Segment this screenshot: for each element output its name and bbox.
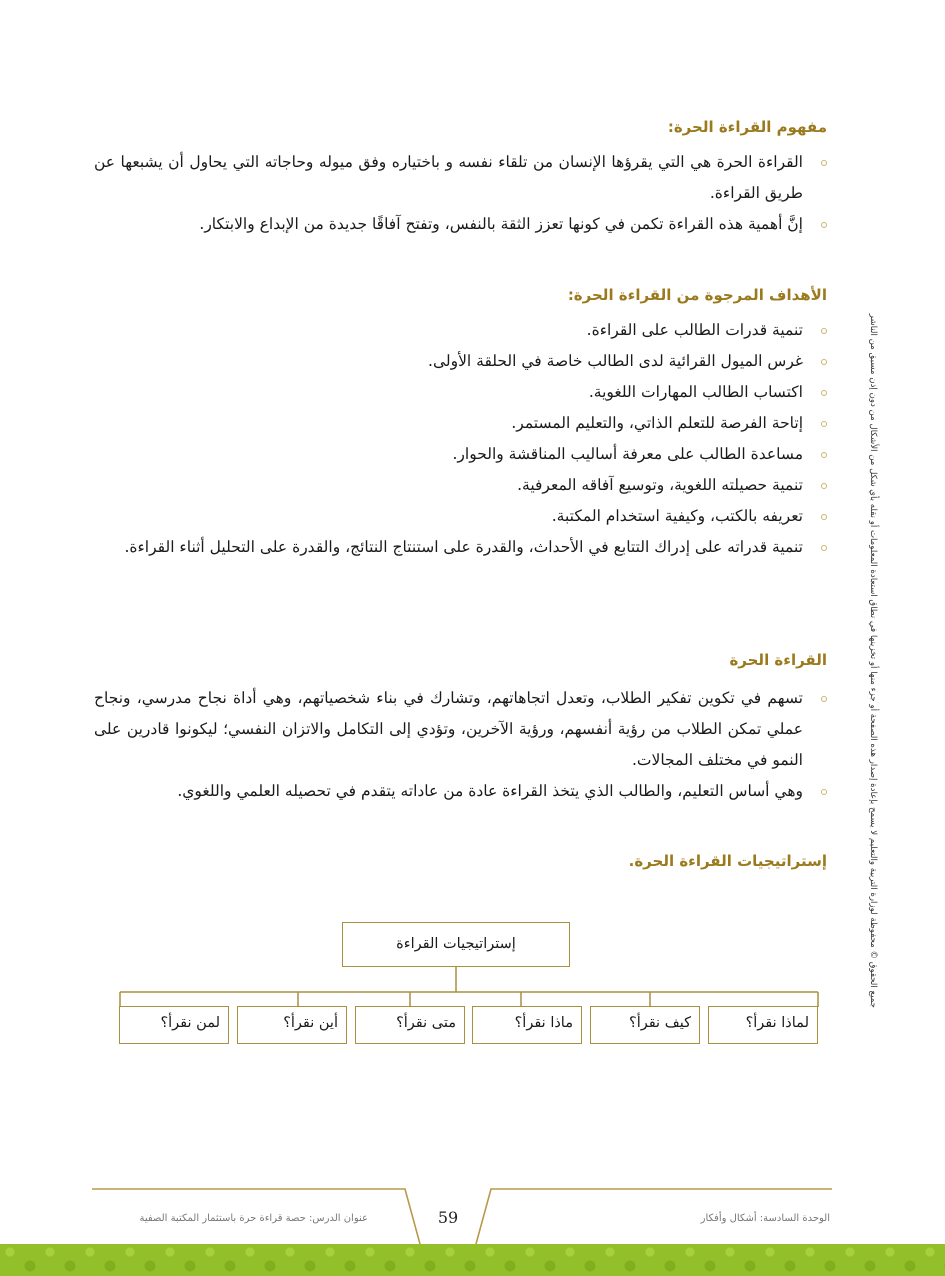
bullet-icon [821,328,827,334]
list-item-text: تنمية قدراته على إدراك التتابع في الأحداث، والقدرة على استنتاج النتائج، والقدرة على التحليل أثناء القراءة. [124,538,803,556]
section-title-concept: مفهوم القراءة الحرة: [667,118,827,136]
diagram-child-box: لماذا نقرأ؟ [708,1006,818,1044]
list-item [94,147,829,209]
list-item-text: اكتساب الطالب المهارات اللغوية. [588,383,803,401]
list-item-text: إنَّ أهمية هذه القراءة تكمن في كونها تعزز الثقة بالنفس، وتفتح آفاقًا جديدة من الإبداع والابتكار. [199,215,803,233]
list-item-text: تعريفه بالكتب، وكيفية استخدام المكتبة. [551,507,803,525]
list-item [94,532,829,563]
list-item [94,346,829,377]
list-item [94,470,829,501]
list-item [94,408,829,439]
list-item [94,776,829,807]
section-title-free-reading: القراءة الحرة [729,651,827,669]
bullet-icon [821,789,827,795]
list-item-text: تنمية حصيلته اللغوية، وتوسيع آفاقه المعرفية. [517,476,803,494]
bullet-icon [821,545,827,551]
list-item-text: وهي أساس التعليم، والطالب الذي يتخذ القراءة عادة من عاداته يتقدم في تحصيله العلمي واللغوي. [177,782,803,800]
diagram-child-box: كيف نقرأ؟ [590,1006,700,1044]
bullet-icon [821,222,827,228]
diagram-root-box: إستراتيجيات القراءة [342,922,570,967]
list-item [94,439,829,470]
decorative-band [0,1244,945,1276]
bullet-icon [821,390,827,396]
section-title-goals: الأهداف المرجوة من القراءة الحرة: [567,286,827,304]
diagram-child-box: لمن نقرأ؟ [119,1006,229,1044]
bullet-icon [821,483,827,489]
list-item-text: تسهم في تكوين تفكير الطلاب، وتعدل اتجاهاتهم، وتشارك في بناء شخصياتهم، وهي أداة نجاح مدرسي، ونجاح عملي تمكن الطلاب من رؤية أنفسهم، ورؤية الآخرين، وتؤدي إلى التكامل والاتزان النفسي؛ ليكونوا قادرين على النمو في مختلف المجالات. [94,689,803,769]
list-item [94,209,829,240]
bullet-icon [821,359,827,365]
bullet-icon [821,514,827,520]
diagram-child-box: ماذا نقرأ؟ [472,1006,582,1044]
footer-unit: الوحدة السادسة: أشكال وأفكار [700,1213,830,1224]
list-item [94,315,829,346]
list-item-text: القراءة الحرة هي التي يقرؤها الإنسان من تلقاء نفسه و باختياره وفق ميوله وحاجاته التي يحاول أن يشبعها عن طريق القراءة. [94,153,803,202]
free-reading-list [94,683,829,807]
list-item [94,377,829,408]
list-item-text: إتاحة الفرصة للتعلم الذاتي، والتعليم المستمر. [511,414,803,432]
footer-lesson: عنوان الدرس: حصة قراءة حرة باستثمار المكتبة الصفية [139,1213,368,1224]
list-item-text: تنمية قدرات الطالب على القراءة. [586,321,803,339]
copyright-sidebar: جميع الحقوق © محفوظة لوزارة التربية والتعليم لا يسمح بإعادة إصدار هذه الصفحة أو جزء منها أو تخزينها في نطاق استعادة المعلومات أو نقله بأي شكل من الأشكال من دون إذن مسبق من الناشر [868,313,878,1008]
diagram-child-box: أين نقرأ؟ [237,1006,347,1044]
section-title-strategies: إستراتيجيات القراءة الحرة. [628,852,827,870]
concept-list [94,147,829,240]
bullet-icon [821,452,827,458]
list-item [94,683,829,776]
list-item-text: غرس الميول القرائية لدى الطالب خاصة في الحلقة الأولى. [428,352,803,370]
bullet-icon [821,421,827,427]
goals-list [94,315,829,563]
diagram-child-box: متى نقرأ؟ [355,1006,465,1044]
bullet-icon [821,696,827,702]
bullet-icon [821,160,827,166]
page-number: 59 [437,1208,459,1227]
list-item-text: مساعدة الطالب على معرفة أساليب المناقشة والحوار. [452,445,803,463]
list-item [94,501,829,532]
